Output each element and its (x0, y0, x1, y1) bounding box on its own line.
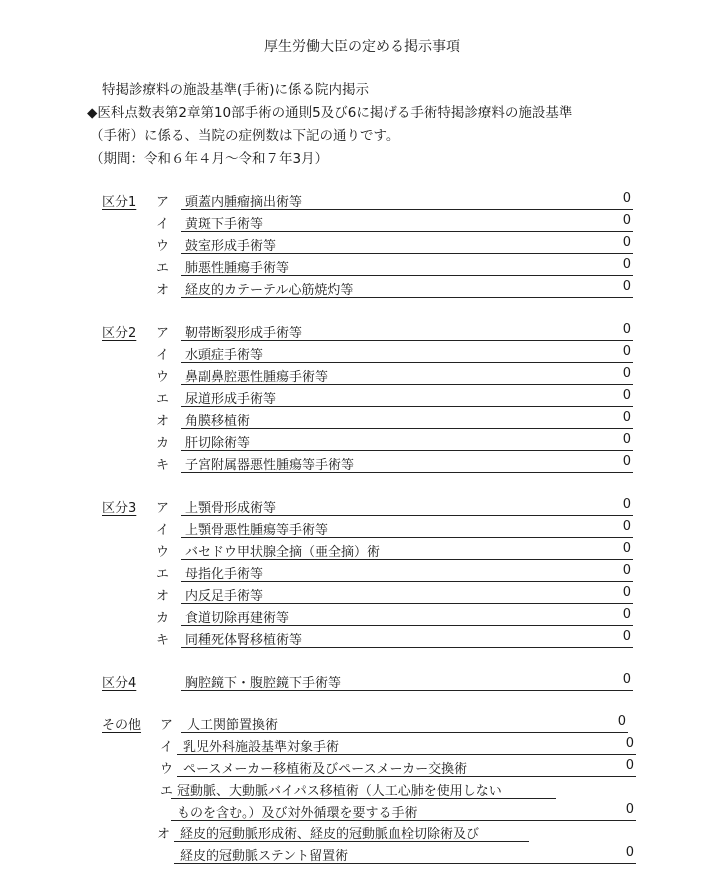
procedure-name: 子宮附属器悪性腫瘍等手術等 (185, 458, 355, 473)
item-kana: ウ (160, 762, 174, 777)
item-kana: キ (156, 633, 170, 648)
procedure-name: 角膜移植術 (185, 414, 251, 429)
procedure-row (156, 560, 633, 582)
procedure-row (156, 429, 633, 451)
case-count: 0 (625, 736, 634, 751)
item-kana: ア (160, 718, 174, 733)
procedure-name: 靭帯断裂形成手術等 (185, 326, 303, 341)
procedure-row (156, 319, 633, 341)
item-kana: イ (156, 348, 170, 363)
case-count: 0 (622, 672, 631, 687)
procedure-row (156, 626, 633, 648)
section-label-text: その他 (102, 718, 142, 733)
procedure-name: 胸腔鏡下・腹腔鏡下手術等 (185, 676, 342, 691)
procedure-row (156, 385, 633, 407)
case-count: 0 (622, 410, 631, 425)
procedure-row (156, 276, 633, 298)
procedure-name: 食道切除再建術等 (185, 611, 290, 626)
procedure-name-line2: ものを含む。）及び対外循環を要する手術 (177, 806, 418, 821)
section-label (102, 714, 141, 733)
procedure-name-line1: 経皮的冠動脈形成術、経皮的冠動脈血栓切除術及び (180, 827, 480, 842)
procedure-name: 経皮的カテーテル心筋焼灼等 (185, 283, 354, 298)
case-count: 0 (625, 802, 634, 817)
procedure-name: 水頭症手術等 (185, 348, 264, 363)
case-count: 0 (622, 497, 631, 512)
procedure-name: ペースメーカー移植術及びペースメーカー交換術 (183, 762, 468, 777)
item-kana: カ (156, 436, 170, 451)
procedure-row (156, 582, 633, 604)
procedure-name: 母指化手術等 (185, 567, 264, 582)
section-label-text: 区分1 (102, 195, 137, 210)
case-count: 0 (625, 845, 634, 860)
procedure-name: 乳児外科施設基準対象手術 (183, 740, 340, 755)
item-kana: イ (156, 523, 170, 538)
procedure-row (156, 232, 633, 254)
procedure-row (156, 451, 633, 473)
procedure-row (156, 341, 633, 363)
case-count: 0 (617, 714, 626, 729)
item-kana: オ (156, 414, 170, 429)
procedure-row (156, 494, 633, 516)
item-kana: エ (156, 392, 170, 407)
item-kana: キ (156, 458, 170, 473)
case-count: 0 (622, 454, 631, 469)
item-kana: オ (156, 589, 170, 604)
notice-paragraph-line2: （手術）に係る、当院の症例数は下記の通りです。 (90, 128, 400, 144)
procedure-name: 内反足手術等 (185, 589, 264, 604)
procedure-row (156, 188, 633, 210)
section-label (102, 497, 136, 516)
case-count: 0 (622, 344, 631, 359)
case-count: 0 (622, 541, 631, 556)
procedure-row (156, 538, 633, 560)
case-count: 0 (622, 279, 631, 294)
section-label-text: 区分3 (102, 501, 137, 516)
notice-paragraph-line1: ◆医科点数表第2章第10部手術の通則5及び6に掲げる手術特掲診療料の施設基準 (87, 105, 573, 121)
procedure-name: 上顎骨悪性腫瘍等手術等 (185, 523, 329, 538)
procedure-name: 尿道形成手術等 (185, 392, 277, 407)
procedure-name-line2: 経皮的冠動脈ステント留置術 (180, 849, 349, 864)
case-count: 0 (622, 213, 631, 228)
procedure-row (156, 407, 633, 429)
section-label (102, 191, 136, 210)
case-count: 0 (625, 758, 634, 773)
procedure-name: 上顎骨形成術等 (185, 501, 277, 516)
item-kana: ウ (156, 239, 170, 254)
page-title: 厚生労働大臣の定める掲示事項 (264, 39, 460, 55)
case-count: 0 (622, 519, 631, 534)
item-kana: ア (156, 195, 170, 210)
item-kana: エ (156, 261, 170, 276)
item-kana: イ (160, 740, 174, 755)
case-count: 0 (622, 563, 631, 578)
item-kana: ウ (156, 545, 170, 560)
procedure-row (156, 516, 633, 538)
procedure-name: 鼻副鼻腔悪性腫瘍手術等 (185, 370, 329, 385)
procedure-name: バセドウ甲状腺全摘（亜全摘）術 (185, 545, 381, 560)
procedure-name: 黄斑下手術等 (185, 217, 264, 232)
item-kana: ア (156, 501, 170, 516)
notice-subtitle: 特掲診療料の施設基準(手術)に係る院内掲示 (102, 82, 370, 98)
case-count: 0 (622, 191, 631, 206)
case-count: 0 (622, 388, 631, 403)
procedure-row (181, 669, 633, 691)
case-count: 0 (622, 607, 631, 622)
case-count: 0 (622, 322, 631, 337)
procedure-name: 肺悪性腫瘍手術等 (185, 261, 290, 276)
case-count: 0 (622, 257, 631, 272)
item-kana: カ (156, 611, 170, 626)
case-count: 0 (622, 585, 631, 600)
procedure-name: 頭蓋内腫瘤摘出術等 (185, 195, 303, 210)
item-kana: オ (156, 283, 170, 298)
procedure-name: 人工関節置換術 (187, 718, 279, 733)
procedure-name-line1: 冠動脈、大動脈バイパス移植術（人工心肺を使用しない (177, 784, 502, 799)
section-label-text: 区分2 (102, 326, 137, 341)
procedure-row (156, 254, 633, 276)
section-label (102, 322, 136, 341)
procedure-name: 鼓室形成手術等 (185, 239, 277, 254)
section-label-text: 区分4 (102, 676, 137, 691)
item-kana: ウ (156, 370, 170, 385)
item-kana: エ (160, 784, 174, 799)
case-count: 0 (622, 629, 631, 644)
procedure-name: 同種死体腎移植術等 (185, 633, 303, 648)
item-kana: イ (156, 217, 170, 232)
section-label (102, 672, 136, 691)
procedure-row (156, 210, 633, 232)
procedure-name: 肝切除術等 (185, 436, 251, 451)
item-kana: ア (156, 326, 170, 341)
case-count: 0 (622, 432, 631, 447)
period-text: （期間：令和６年４月～令和７年3月） (90, 151, 329, 167)
procedure-row (156, 604, 633, 626)
procedure-row (156, 363, 633, 385)
case-count: 0 (622, 366, 631, 381)
case-count: 0 (622, 235, 631, 250)
item-kana: エ (156, 567, 170, 582)
item-kana: オ (157, 827, 171, 842)
